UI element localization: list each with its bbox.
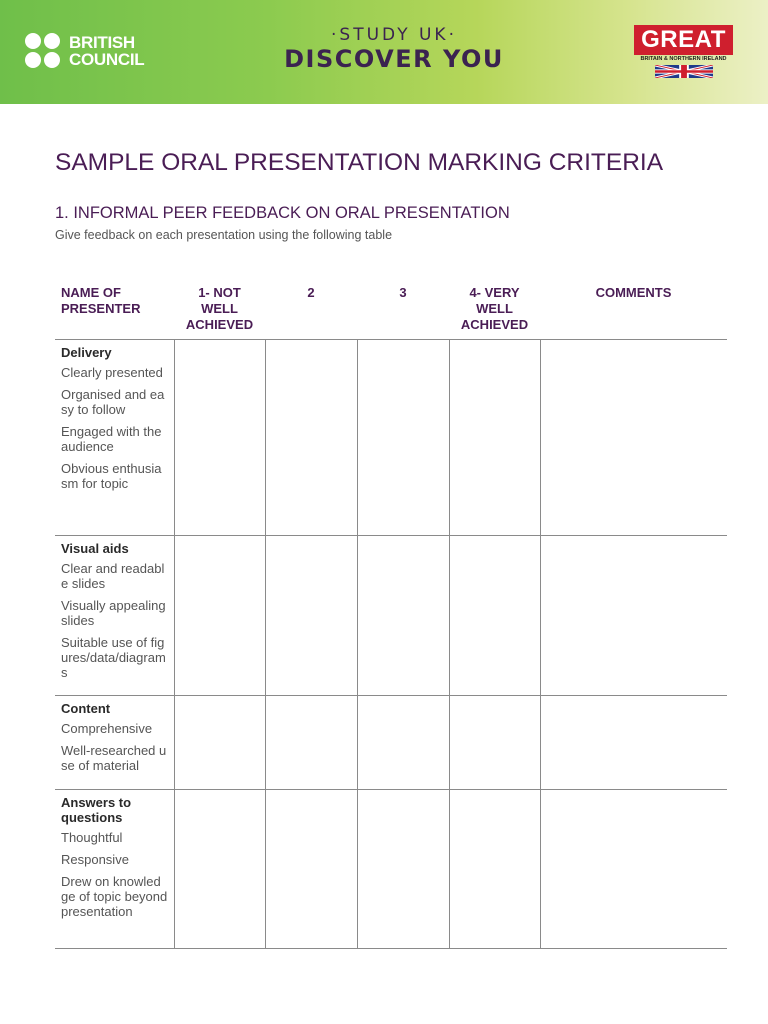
criteria-item: Clearly presented [61, 365, 163, 380]
score-cell-2[interactable] [265, 340, 357, 536]
criteria-item: Clear and readable slides [61, 561, 165, 591]
table-row-visual-aids [55, 536, 727, 696]
criteria-item: Engaged with the audience [61, 424, 162, 454]
table-row-delivery [55, 340, 727, 536]
header-score-2: 2 [265, 283, 357, 340]
criteria-category: Delivery [61, 345, 112, 360]
criteria-cell [55, 340, 174, 536]
section-instruction: Give feedback on each presentation using the following table [55, 228, 393, 242]
score-cell-4[interactable] [449, 696, 540, 790]
table-row-content [55, 696, 727, 790]
page-title: SAMPLE ORAL PRESENTATION MARKING CRITERIA [55, 149, 664, 176]
bc-logo-line2: COUNCIL [69, 50, 145, 69]
criteria-item: Obvious enthusiasm for topic [61, 461, 162, 491]
score-cell-3[interactable] [357, 696, 449, 790]
header-name-of-presenter: NAME OF PRESENTER [55, 283, 174, 340]
header-score-3: 3 [357, 283, 449, 340]
british-council-dots-icon [25, 33, 61, 69]
score-cell-1[interactable] [174, 696, 265, 790]
criteria-category: Answers to questions [61, 795, 132, 825]
criteria-item: Thoughtful [61, 830, 123, 845]
criteria-category: Content [61, 701, 111, 716]
score-cell-4[interactable] [449, 536, 540, 696]
comments-cell[interactable] [540, 696, 727, 790]
marking-criteria-table [55, 283, 727, 949]
score-cell-2[interactable] [265, 536, 357, 696]
discover-you-text: DISCOVER YOU [284, 45, 504, 73]
study-uk-text: ·STUDY UK· [331, 25, 457, 45]
header-comments: COMMENTS [540, 283, 727, 340]
criteria-item: Responsive [61, 852, 129, 867]
criteria-item: Visually appealing slides [61, 598, 166, 628]
union-jack-icon [655, 65, 713, 78]
score-cell-4[interactable] [449, 340, 540, 536]
score-cell-3[interactable] [357, 790, 449, 949]
score-cell-1[interactable] [174, 790, 265, 949]
criteria-cell [55, 536, 174, 696]
criteria-item: Drew on knowledge of topic beyond presentation [61, 874, 168, 919]
header-score-1: 1- NOT WELL ACHIEVED [174, 283, 265, 340]
criteria-item: Suitable use of figures/data/diagrams [61, 635, 166, 680]
comments-cell[interactable] [540, 340, 727, 536]
header-score-4: 4- VERY WELL ACHIEVED [449, 283, 540, 340]
score-cell-3[interactable] [357, 536, 449, 696]
criteria-item: Well-researched use of material [61, 743, 167, 773]
bc-logo-line1: BRITISH [69, 33, 135, 52]
criteria-cell [55, 696, 174, 790]
score-cell-2[interactable] [265, 696, 357, 790]
great-logo: GREAT [634, 25, 733, 55]
header-banner [0, 0, 768, 104]
criteria-item: Organised and easy to follow [61, 387, 165, 417]
criteria-cell [55, 790, 174, 949]
score-cell-1[interactable] [174, 536, 265, 696]
score-cell-3[interactable] [357, 340, 449, 536]
criteria-category: Visual aids [61, 541, 129, 556]
comments-cell[interactable] [540, 536, 727, 696]
table-header-row [55, 283, 727, 340]
score-cell-2[interactable] [265, 790, 357, 949]
section-title: 1. INFORMAL PEER FEEDBACK ON ORAL PRESENTATION [55, 204, 510, 222]
great-subtext: BRITAIN & NORTHERN IRELAND [640, 56, 727, 62]
table-row-answers-to-questions [55, 790, 727, 949]
comments-cell[interactable] [540, 790, 727, 949]
score-cell-4[interactable] [449, 790, 540, 949]
score-cell-1[interactable] [174, 340, 265, 536]
criteria-item: Comprehensive [61, 721, 153, 736]
